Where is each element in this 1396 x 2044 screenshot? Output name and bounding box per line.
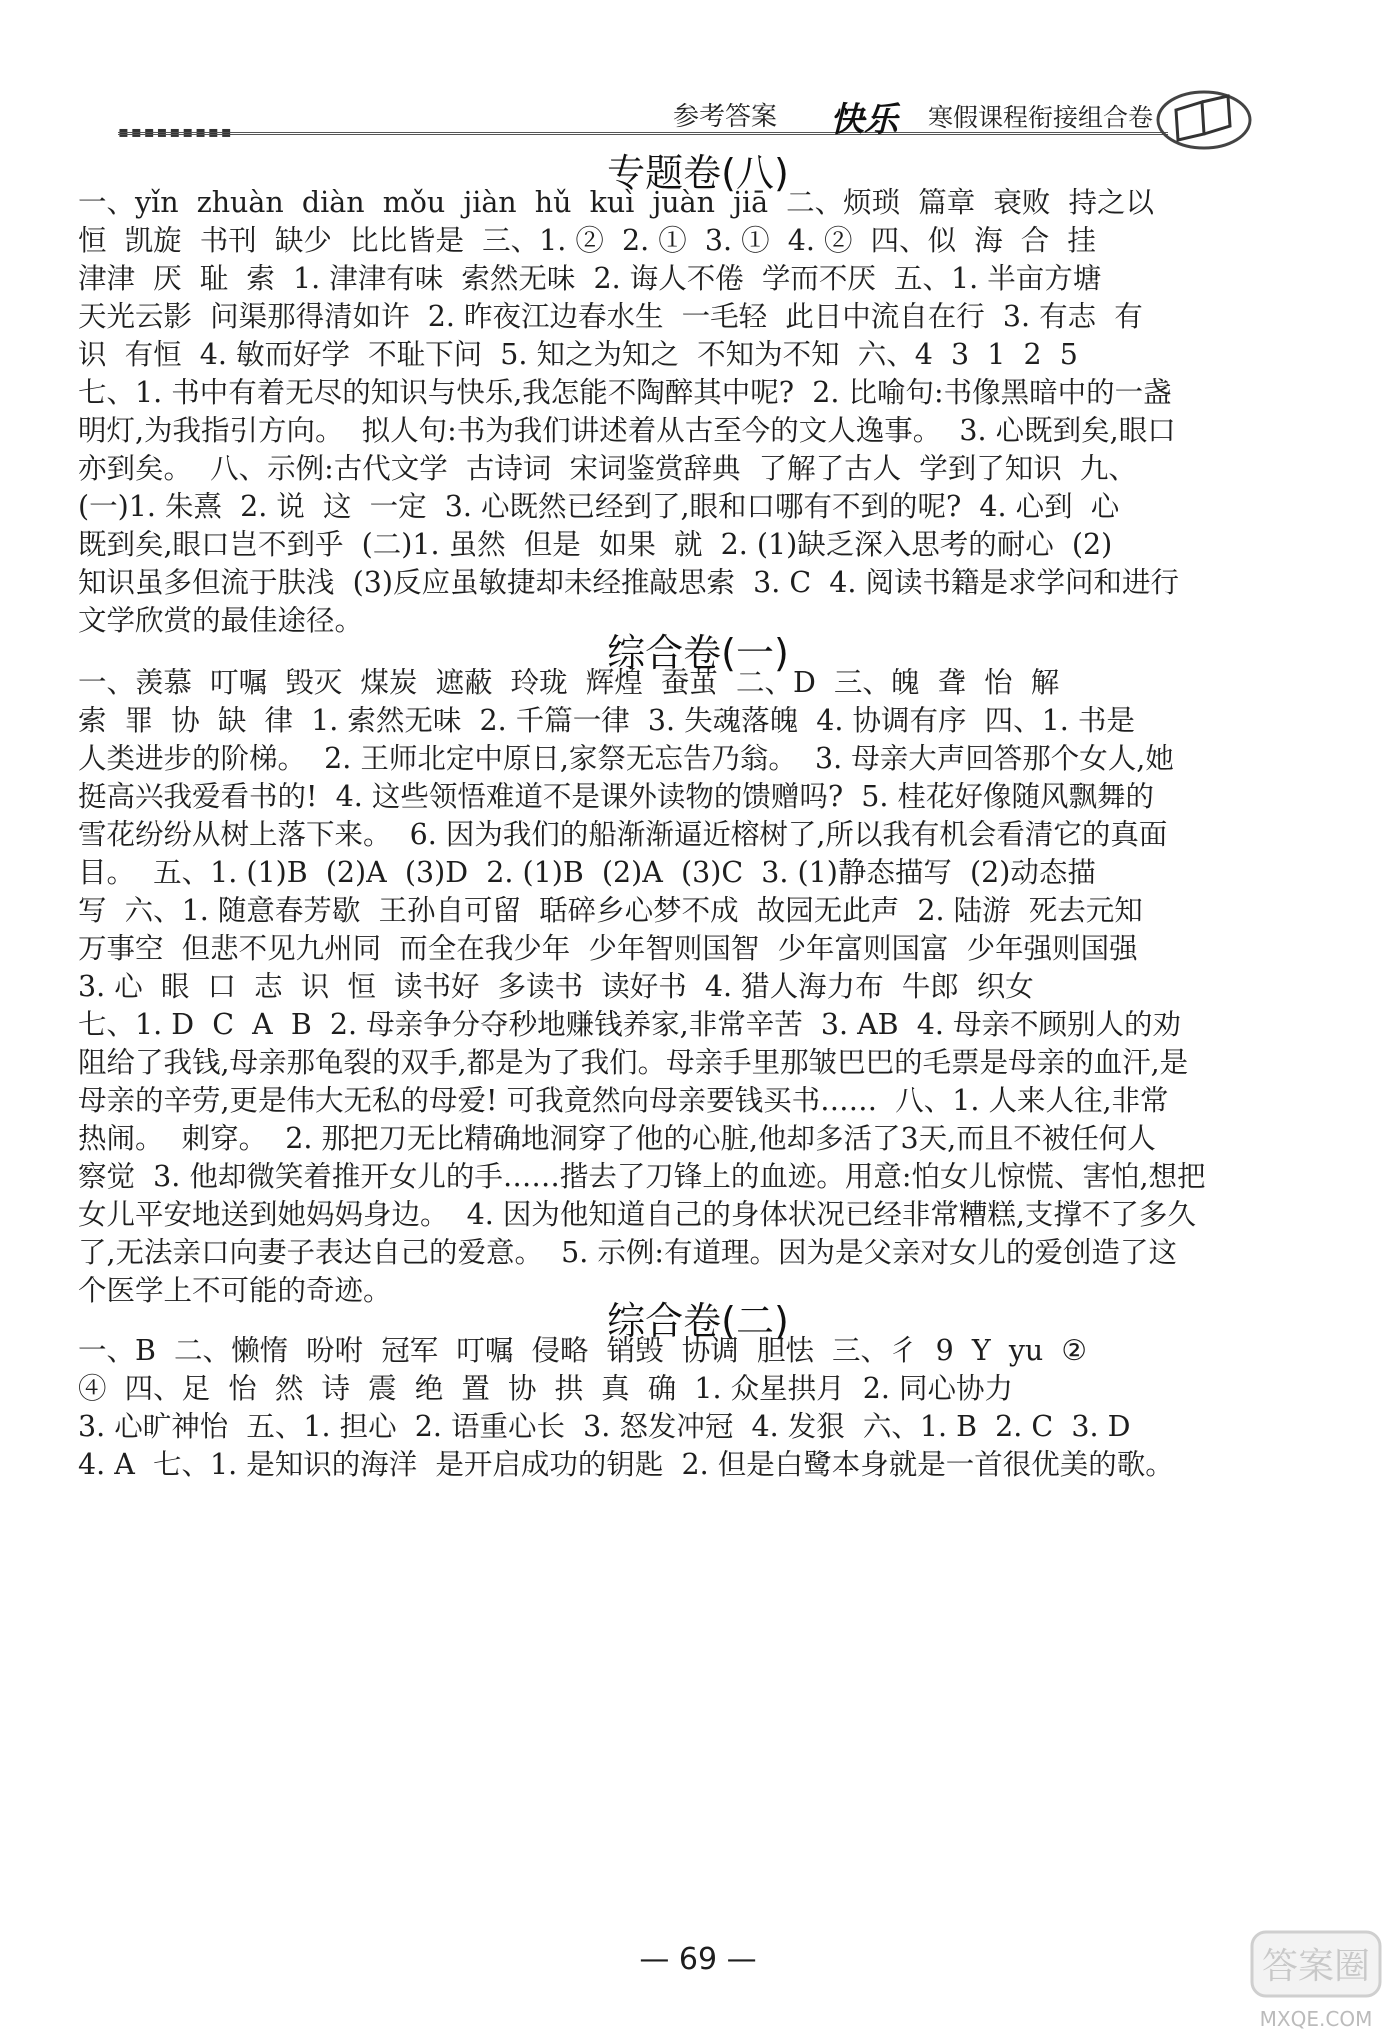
answer-line: 目。 五、1. (1)B (2)A (3)D 2. (1)B (2)A (3)C 3. (1)静态描写 (2)动态描 <box>78 856 1096 889</box>
answer-line: 人类进步的阶梯。 2. 王师北定中原日,家祭无忘告乃翁。 3. 母亲大声回答那个女人,她 <box>78 742 1174 775</box>
watermark-text: 答案圈 <box>1261 1946 1371 1987</box>
answer-line: 一、羡慕 叮嘱 毁灭 煤炭 遮蔽 玲珑 辉煌 蚕茧 二、D 三、魄 聋 怡 解 <box>78 666 1060 699</box>
answer-line: 既到矣,眼口岂不到乎 (二)1. 虽然 但是 如果 就 2. (1)缺乏深入思考的耐心 (2) <box>78 528 1113 561</box>
answer-line: 一、yǐn zhuàn diàn mǒu jiàn hǔ kuì juàn jiā 二、烦琐 篇章 衰败 持之以 <box>78 186 1155 219</box>
answer-line: 母亲的辛劳,更是伟大无私的母爱! 可我竟然向母亲要钱买书…… 八、1. 人来人往,非常 <box>78 1084 1169 1117</box>
answer-line: 天光云影 问渠那得清如许 2. 昨夜江边春水生 一毛轻 此日中流自在行 3. 有志 有 <box>78 300 1143 333</box>
answer-line: 3. 心 眼 口 志 识 恒 读书好 多读书 读好书 4. 猎人海力布 牛郎 织女 <box>78 970 1034 1003</box>
answer-line: 知识虽多但流于肤浅 (3)反应虽敏捷却未经推敲思索 3. C 4. 阅读书籍是求学问和进行 <box>78 566 1180 599</box>
answer-line: (一)1. 朱熹 2. 说 这 一定 3. 心既然已经到了,眼和口哪有不到的呢? 4. 心到 心 <box>78 490 1120 523</box>
answer-line: 挺高兴我爱看书的! 4. 这些领悟难道不是课外读物的馈赠吗? 5. 桂花好像随风飘舞的 <box>78 780 1154 813</box>
section-title: 专题卷(八) <box>607 151 789 195</box>
answer-line: 察觉 3. 他却微笑着推开女儿的手……揩去了刀锋上的血迹。用意:怕女儿惊慌、害怕,想把 <box>78 1160 1206 1193</box>
answer-line: 七、1. 书中有着无尽的知识与快乐,我怎能不陶醉其中呢? 2. 比喻句:书像黑暗中的一盏 <box>78 376 1172 409</box>
answer-line: 津津 厌 耻 索 1. 津津有味 索然无味 2. 诲人不倦 学而不厌 五、1. 半亩方塘 <box>78 262 1102 295</box>
answer-circle-watermark-icon <box>1246 1928 1386 2036</box>
header-ornament: ▪▪▪▪▪▪▪▪▪ <box>118 122 234 141</box>
answer-line: 4. A 七、1. 是知识的海洋 是开启成功的钥匙 2. 但是白鹭本身就是一首很优美的歌。 <box>78 1448 1174 1481</box>
answer-line: 热闹。 刺穿。 2. 那把刀无比精确地洞穿了他的心脏,他却多活了3天,而且不被任何人 <box>78 1122 1156 1155</box>
series-title: 寒假课程衔接组合卷 <box>928 103 1154 132</box>
answer-line: 个医学上不可能的奇迹。 <box>78 1274 392 1307</box>
answer-line: 恒 凯旋 书刊 缺少 比比皆是 三、1. ② 2. ① 3. ① 4. ② 四、似 海 合 挂 <box>78 224 1096 257</box>
answer-line: 识 有恒 4. 敏而好学 不耻下问 5. 知之为知之 不知为不知 六、4 3 1 2 5 <box>78 338 1078 371</box>
answer-line: 索 罪 协 缺 律 1. 索然无味 2. 千篇一律 3. 失魂落魄 4. 协调有序 四、1. 书是 <box>78 704 1135 737</box>
watermark-url: MXQE.COM <box>1259 2007 1373 2031</box>
answer-line: ④ 四、足 怡 然 诗 震 绝 置 协 拱 真 确 1. 众星拱月 2. 同心协力 <box>78 1372 1014 1405</box>
answer-line: 亦到矣。 八、示例:古代文学 古诗词 宋词鉴赏辞典 了解了古人 学到了知识 九、 <box>78 452 1137 485</box>
reference-answer-label: 参考答案 <box>673 102 778 132</box>
answer-line: 女儿平安地送到她妈妈身边。 4. 因为他知道自己的身体状况已经非常糟糕,支撑不了多久 <box>78 1198 1196 1231</box>
answer-line: 阻给了我钱,母亲那龟裂的双手,都是为了我们。母亲手里那皱巴巴的毛票是母亲的血汗,是 <box>78 1046 1189 1079</box>
answer-line: 七、1. D C A B 2. 母亲争分夺秒地赚钱养家,非常辛苦 3. AB 4. 母亲不顾别人的劝 <box>78 1008 1181 1041</box>
answer-line: 一、B 二、懒惰 吩咐 冠军 叮嘱 侵略 销毁 协调 胆怯 三、彳 9 Y yu ② <box>78 1334 1087 1367</box>
section-title: 综合卷(二) <box>607 1299 789 1343</box>
answer-line: 明灯,为我指引方向。 拟人句:书为我们讲述着从古至今的文人逸事。 3. 心既到矣,眼口 <box>78 414 1176 447</box>
answer-line: 3. 心旷神怡 五、1. 担心 2. 语重心长 3. 怒发冲冠 4. 发狠 六、1. B 2. C 3. D <box>78 1410 1131 1443</box>
answer-line: 写 六、1. 随意春芳歇 王孙自可留 聒碎乡心梦不成 故园无此声 2. 陆游 死去元知 <box>78 894 1143 927</box>
answer-line: 了,无法亲口向妻子表达自己的爱意。 5. 示例:有道理。因为是父亲对女儿的爱创造了这 <box>78 1236 1178 1269</box>
answer-line: 万事空 但悲不见九州同 而全在我少年 少年智则国智 少年富则国富 少年强则国强 <box>78 932 1138 965</box>
brand-name: 快乐 <box>830 100 898 140</box>
answer-line: 文学欣赏的最佳途径。 <box>78 604 364 637</box>
page-number: — 69 — <box>639 1942 757 1977</box>
answer-line: 雪花纷纷从树上落下来。 6. 因为我们的船渐渐逼近榕树了,所以我有机会看清它的真面 <box>78 818 1168 851</box>
section-title: 综合卷(一) <box>607 631 789 675</box>
